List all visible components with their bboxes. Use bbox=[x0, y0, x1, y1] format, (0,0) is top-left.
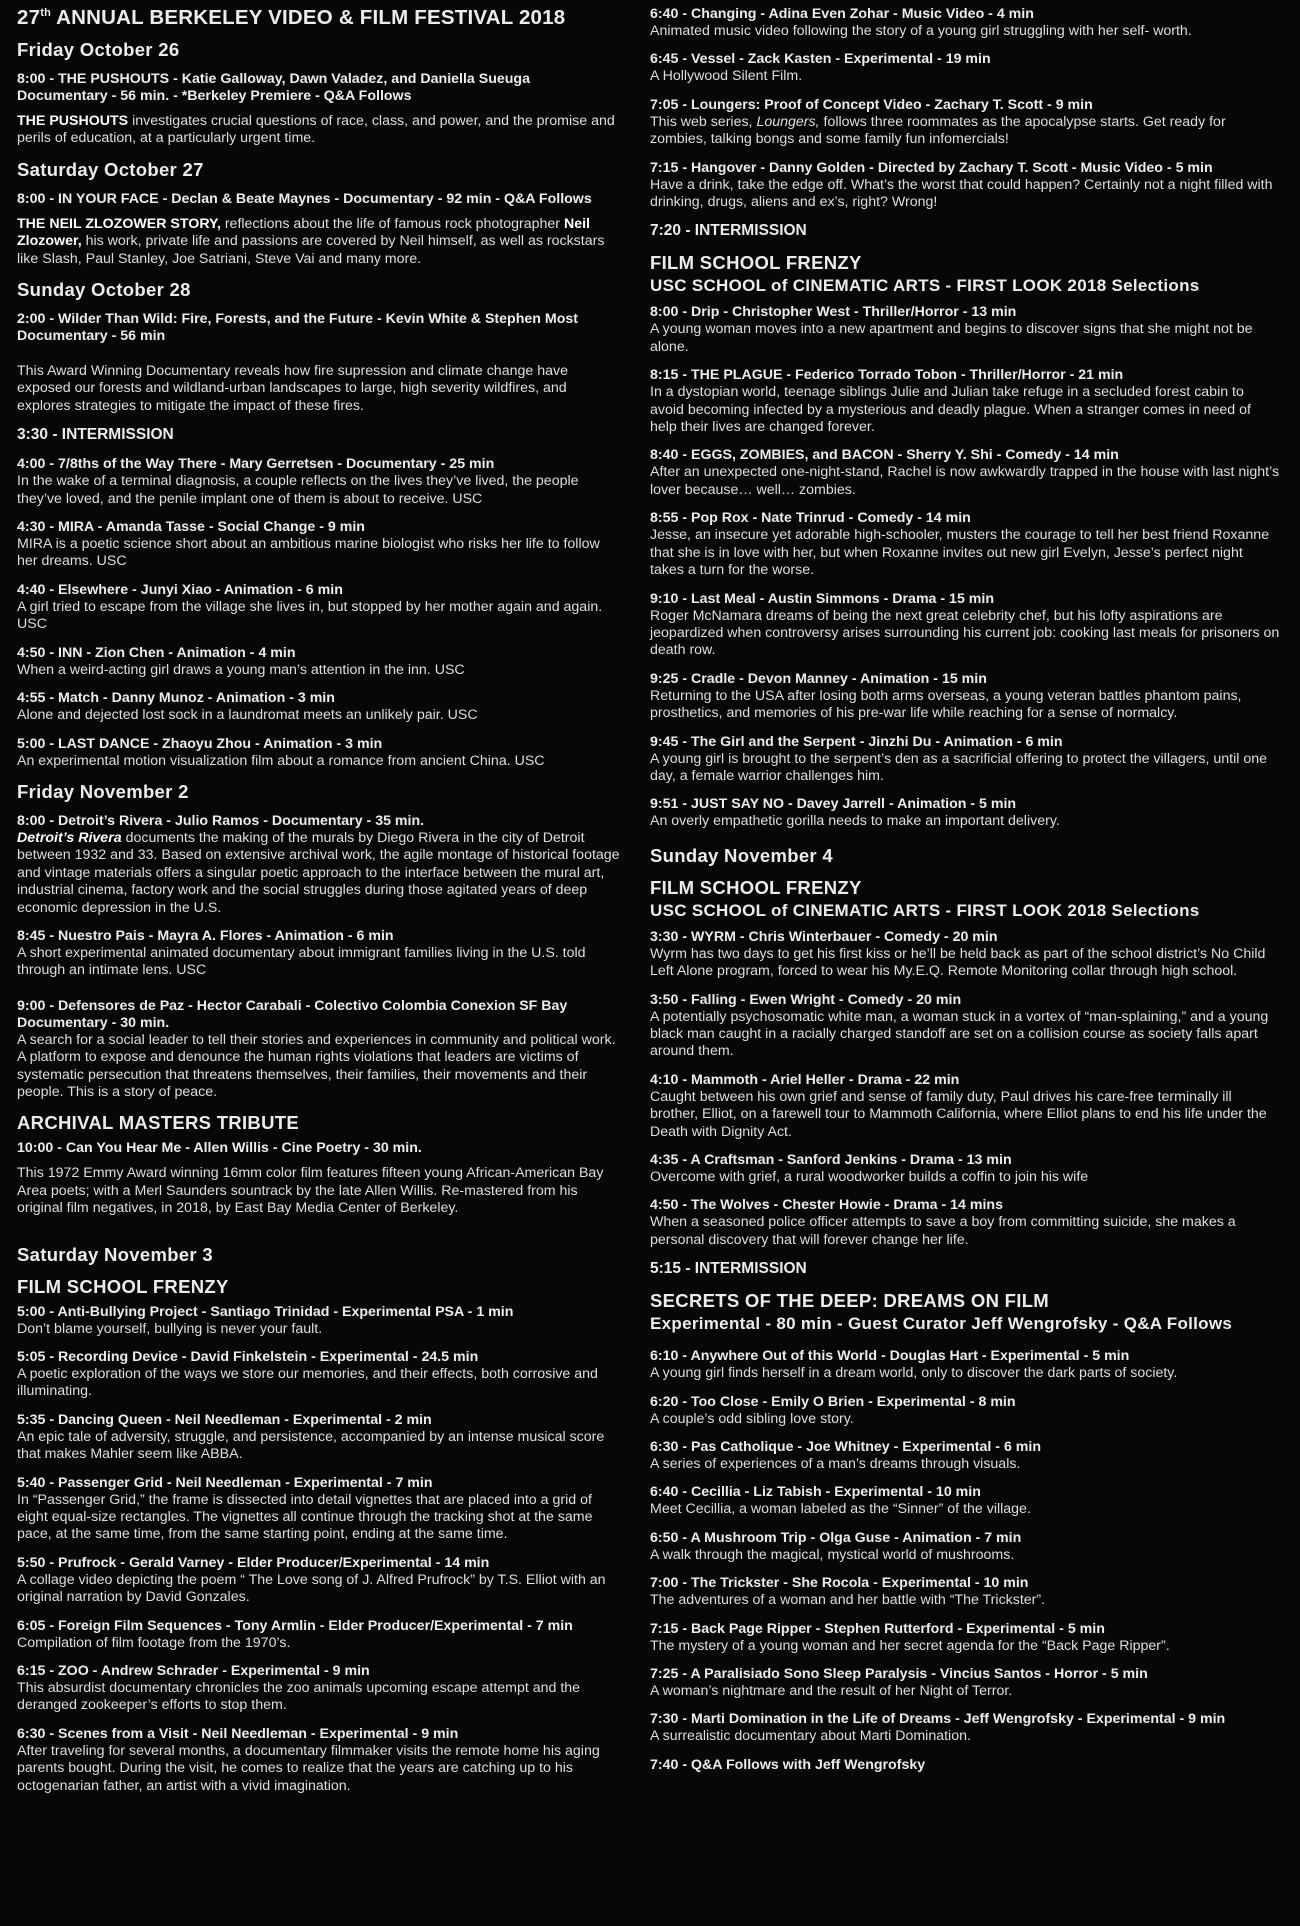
entry-description bbox=[17, 216, 622, 268]
entry-description: This Award Winning Documentary reveals how fire supression and climate change have exposed our forests and wildland-urban landscapes to large, high severity wildfires, and explores strategies to mitigate the impact of these fires. bbox=[17, 363, 568, 414]
program-entry bbox=[650, 1152, 1280, 1186]
program-entry bbox=[17, 736, 622, 770]
program-entry bbox=[17, 456, 622, 508]
program-entry bbox=[650, 671, 1280, 723]
program-entry bbox=[17, 645, 622, 679]
entry-description bbox=[17, 113, 622, 148]
intermission: 7:20 - INTERMISSION bbox=[650, 222, 807, 240]
festival-title bbox=[17, 6, 622, 30]
day-heading: Saturday October 27 bbox=[17, 158, 204, 180]
program-entry bbox=[650, 734, 1280, 786]
entry-heading: 6:45 - Vessel - Zack Kasten - Experimental - 19 min bbox=[650, 51, 991, 68]
entry-heading: 8:55 - Pop Rox - Nate Trinrud - Comedy - 14 min bbox=[650, 510, 971, 527]
entry-list bbox=[650, 6, 1280, 86]
entry-description: An overly empathetic gorilla needs to make an important delivery. bbox=[650, 813, 1060, 830]
entry-description: MIRA is a poetic science short about an ambitious marine biologist who risks her life to follow her dreams. USC bbox=[17, 536, 600, 570]
entry-heading: 7:00 - The Trickster - She Rocola - Experimental - 10 min bbox=[650, 1575, 1029, 1592]
entry-description: This 1972 Emmy Award winning 16mm color film features fifteen young African-American Bay Area poets; with a Merl Saunders sountrack by the late Allen Willis. Re-mastered from his original film negatives, in 2018, by East Bay Media Center of Berkeley. bbox=[17, 1165, 604, 1217]
entry-description: A potentially psychosomatic white man, a woman stuck in a vortex of “man-splaining,” and a young black man caught in a racially charged standoff are set on a collision course as society falls apart around them. bbox=[650, 1008, 1269, 1060]
entry-description: An epic tale of adversity, struggle, and persistence, accompanied by an intense musical score that makes Mahler seem like ABBA. bbox=[17, 1428, 605, 1463]
program-entry bbox=[650, 591, 1280, 660]
program-entry bbox=[650, 1484, 1280, 1518]
title-text: ANNUAL BERKELEY VIDEO & FILM FESTIVAL 2018 bbox=[51, 6, 566, 29]
entry-description: Returning to the USA after losing both arms overseas, a young veteran battles phantom pains, prosthetics, and memories of his pre-war life while reaching for a sense of normalcy. bbox=[650, 687, 1242, 722]
entry-description: A poetic exploration of the ways we store our memories, and their effects, both corrosive and illuminating. bbox=[17, 1366, 598, 1400]
entry-heading: 8:40 - EGGS, ZOMBIES, and BACON - Sherry Y. Shi - Comedy - 14 min bbox=[650, 447, 1119, 464]
program-entry bbox=[650, 992, 1280, 1061]
program-entry bbox=[17, 71, 622, 148]
entry-description: Roger McNamara dreams of being the next great celebrity chef, but his lofty aspirations are jeopardized when controversy arises surrounding his current job: cooking last meals for prisoners on death row. bbox=[650, 607, 1280, 659]
entry-description: Caught between his own grief and sense of family duty, Paul drives his care-free terminally ill brother, Elliot, on a farewell tour to Mammoth California, where Elliot plans to end his life under the Death with Dignity Act. bbox=[650, 1088, 1267, 1140]
entry-description: A girl tried to escape from the village she lives in, but stopped by her mother again and again. USC bbox=[17, 598, 603, 633]
program-entry bbox=[650, 51, 1280, 85]
entry-description: Animated music video following the story of a young girl struggling with her self- worth. bbox=[650, 23, 1192, 39]
program-entry bbox=[650, 1621, 1280, 1655]
entry-title-bold: THE PUSHOUTS bbox=[17, 113, 129, 129]
section-heading: FILM SCHOOL FRENZY bbox=[17, 1275, 229, 1297]
entry-list bbox=[17, 456, 622, 770]
entry-description: A woman’s nightmare and the result of her Night of Terror. bbox=[650, 1683, 1013, 1700]
entry-description: A young girl is brought to the serpent’s den as a sacrificial offering to protect the villagers, until one day, a female warrior challenges him. bbox=[650, 750, 1267, 784]
entry-description: The mystery of a young woman and her secret agenda for the “Back Page Ripper”. bbox=[650, 1637, 1170, 1654]
entry-heading: 4:50 - The Wolves - Chester Howie - Drama - 14 mins bbox=[650, 1197, 1003, 1214]
program-entry bbox=[650, 1439, 1280, 1473]
program-entry bbox=[17, 1555, 622, 1607]
program-entry bbox=[17, 519, 622, 571]
entry-film-title: Detroit’s Rivera bbox=[17, 829, 122, 846]
entry-heading: 5:35 - Dancing Queen - Neil Needleman - Experimental - 2 min bbox=[17, 1411, 432, 1428]
entry-list bbox=[650, 929, 1280, 1249]
right-column bbox=[650, 6, 1280, 1774]
program-entry bbox=[650, 160, 1280, 212]
entry-description: After traveling for several months, a documentary filmmaker visits the remote home his aging parents bought. During the visit, he comes to realize that the years are catching up to his octogenarian father, an artist with a vivid imagination. bbox=[17, 1742, 600, 1794]
section-subheading: Experimental - 80 min - Guest Curator Jeff Wengrofsky - Q&A Follows bbox=[650, 1314, 1233, 1334]
program-entry bbox=[17, 998, 622, 1102]
entry-list bbox=[17, 1304, 622, 1796]
program-entry bbox=[650, 1072, 1280, 1141]
program-entry bbox=[650, 6, 1280, 40]
entry-heading: 5:00 - Anti-Bullying Project - Santiago Trinidad - Experimental PSA - 1 min bbox=[17, 1303, 514, 1320]
entry-description-text: reflections about the life of famous rock photographer bbox=[220, 215, 564, 232]
section-heading: FILM SCHOOL FRENZY bbox=[650, 876, 862, 898]
entry-name-bold: Neil Zlozower, bbox=[17, 215, 590, 250]
entry-description: A surrealistic documentary about Marti Domination. bbox=[650, 1728, 971, 1745]
program-entry bbox=[17, 1726, 622, 1795]
day-heading: Saturday November 3 bbox=[17, 1243, 213, 1265]
entry-list bbox=[650, 304, 1280, 830]
entry-heading: 5:05 - Recording Device - David Finkelstein - Experimental - 24.5 min bbox=[17, 1349, 479, 1365]
entry-heading: 6:40 - Changing - Adina Even Zohar - Music Video - 4 min bbox=[650, 6, 1034, 22]
program-entry bbox=[17, 1663, 622, 1715]
entry-description bbox=[650, 114, 1280, 149]
entry-heading: 7:15 - Hangover - Danny Golden - Directed by Zachary T. Scott - Music Video - 5 min bbox=[650, 159, 1213, 176]
entry-description-text: documents the making of the murals by Diego Rivera in the city of Detroit between 1932 and 33. Based on extensive archival work, the agile montage of historical footage and vintage materials offers a singular poetic approach to the interface between the mural art, industrial cinema, factory work and the social struggles during those agitated years of deep economic depression in the U.S. bbox=[17, 829, 620, 916]
section-heading: SECRETS OF THE DEEP: DREAMS ON FILM bbox=[650, 1290, 1050, 1312]
program-entry bbox=[650, 97, 1280, 149]
program-entry bbox=[650, 1348, 1280, 1382]
entry-heading: 8:15 - THE PLAGUE - Federico Torrado Tobon - Thriller/Horror - 21 min bbox=[650, 367, 1124, 384]
entry-heading: 7:25 - A Paralisiado Sono Sleep Paralysis - Vincius Santos - Horror - 5 min bbox=[650, 1666, 1148, 1683]
section-subheading: USC SCHOOL of CINEMATIC ARTS - FIRST LOOK 2018 Selections bbox=[650, 900, 1200, 920]
entry-description: A couple’s odd sibling love story. bbox=[650, 1410, 854, 1427]
entry-heading: 6:10 - Anywhere Out of this World - Douglas Hart - Experimental - 5 min bbox=[650, 1348, 1130, 1365]
program-entry bbox=[17, 311, 622, 415]
entry-heading: 6:30 - Scenes from a Visit - Neil Needleman - Experimental - 9 min bbox=[17, 1725, 459, 1742]
entry-description: The adventures of a woman and her battle with “The Trickster”. bbox=[650, 1592, 1046, 1609]
entry-heading: 4:50 - INN - Zion Chen - Animation - 4 min bbox=[17, 644, 296, 661]
entry-heading: 9:25 - Cradle - Devon Manney - Animation - 15 min bbox=[650, 670, 987, 687]
entry-description: Compilation of film footage from the 1970’s. bbox=[17, 1634, 291, 1651]
entry-description: Meet Cecillia, a woman labeled as the “Sinner” of the village. bbox=[650, 1501, 1031, 1518]
entry-heading: 8:00 - Drip - Christopher West - Thriller/Horror - 13 min bbox=[650, 304, 1017, 321]
entry-film-title: Loungers, bbox=[756, 113, 820, 130]
entry-description: When a seasoned police officer attempts to save a boy from committing suicide, she makes a personal discovery that will forever change her life. bbox=[650, 1214, 1236, 1248]
entry-description-text: follows three roommates as the apocalypse starts. Get ready for zombies, talking bongs and some family fun infomercials! bbox=[650, 113, 1226, 148]
day-heading: Sunday October 28 bbox=[17, 279, 191, 301]
entry-heading: 5:00 - LAST DANCE - Zhaoyu Zhou - Animation - 3 min bbox=[17, 735, 383, 752]
entry-description: An experimental motion visualization film about a romance from ancient China. USC bbox=[17, 752, 545, 769]
section-subheading: USC SCHOOL of CINEMATIC ARTS - FIRST LOOK 2018 Selections bbox=[650, 276, 1200, 296]
title-ordinal-suffix: th bbox=[40, 7, 51, 20]
intermission: 5:15 - INTERMISSION bbox=[650, 1260, 807, 1278]
program-entry bbox=[17, 1304, 622, 1338]
entry-heading: 3:50 - Falling - Ewen Wright - Comedy - 20 min bbox=[650, 991, 962, 1008]
program-entry bbox=[650, 1394, 1280, 1428]
entry-description: A walk through the magical, mystical world of mushrooms. bbox=[650, 1546, 1015, 1563]
entry-title-bold: THE NEIL ZLOZOWER STORY, bbox=[17, 215, 221, 232]
entry-description: A young woman moves into a new apartment and begins to discover signs that she might not be alone. bbox=[650, 321, 1253, 355]
section-heading: ARCHIVAL MASTERS TRIBUTE bbox=[17, 1112, 299, 1134]
entry-heading: 6:50 - A Mushroom Trip - Olga Guse - Animation - 7 min bbox=[650, 1529, 1022, 1546]
entry-heading: 7:05 - Loungers: Proof of Concept Video - Zachary T. Scott - 9 min bbox=[650, 96, 1093, 113]
entry-description: Wyrm has two days to get his first kiss or he’ll be held back as part of the school district’s No Child Left Alone program, forced to wear his My.E.Q. Remote Monitoring collar through high school. bbox=[650, 945, 1266, 980]
program-entry bbox=[17, 1412, 622, 1464]
entry-heading: 9:51 - JUST SAY NO - Davey Jarrell - Animation - 5 min bbox=[650, 796, 1017, 813]
entry-description: In the wake of a terminal diagnosis, a couple reflects on the lives they’ve lived, the people they’ve loved, and the penile implant one of them is about to receive. USC bbox=[17, 473, 579, 507]
entry-heading: 9:10 - Last Meal - Austin Simmons - Drama - 15 min bbox=[650, 590, 994, 607]
entry-heading: 9:00 - Defensores de Paz - Hector Carabali - Colectivo Colombia Conexion SF Bay Documentary - 30 min. bbox=[17, 997, 568, 1031]
program-entry bbox=[17, 690, 622, 724]
entry-description: A search for a social leader to tell their stories and experiences in community and political work. A platform to expose and denounce the human rights violations that leaders are victims of systematic persecution that threatens themselves, their families, their movements and their people. This is a story of peace. bbox=[17, 1031, 616, 1100]
entry-heading: 10:00 - Can You Hear Me - Allen Willis - Cine Poetry - 30 min. bbox=[17, 1140, 422, 1157]
program-entry bbox=[17, 1618, 622, 1652]
entry-description: After an unexpected one-night-stand, Rachel is now awkwardly trapped in the house with last night’s lover because… well… zombies. bbox=[650, 464, 1280, 498]
intermission: 3:30 - INTERMISSION bbox=[17, 426, 174, 444]
entry-heading: 5:40 - Passenger Grid - Neil Needleman - Experimental - 7 min bbox=[17, 1474, 433, 1491]
entry-description: In a dystopian world, teenage siblings Julie and Julian take refuge in a secluded forest cabin to avoid becoming infected by a mysterious and deadly plague. When a stranger comes in need of help their lives are changed forever. bbox=[650, 384, 1251, 436]
entry-heading: 6:15 - ZOO - Andrew Schrader - Experimental - 9 min bbox=[17, 1663, 370, 1680]
entry-heading: 9:45 - The Girl and the Serpent - Jinzhi Du - Animation - 6 min bbox=[650, 733, 1063, 750]
program-entry bbox=[650, 1666, 1280, 1700]
entry-heading: 7:15 - Back Page Ripper - Stephen Rutterford - Experimental - 5 min bbox=[650, 1620, 1105, 1637]
entry-list bbox=[650, 1348, 1280, 1746]
entry-description: Alone and dejected lost sock in a laundromat meets an unlikely pair. USC bbox=[17, 707, 478, 724]
entry-description: This absurdist documentary chronicles the zoo animals upcoming escape attempt and the deranged zookeeper’s efforts to stop them. bbox=[17, 1680, 581, 1714]
program-entry bbox=[650, 929, 1280, 981]
entry-description-text: This web series, bbox=[650, 113, 757, 130]
entry-description bbox=[17, 830, 622, 917]
entry-heading: 4:10 - Mammoth - Ariel Heller - Drama - 22 min bbox=[650, 1071, 960, 1088]
program-entry bbox=[17, 1349, 622, 1401]
program-entry bbox=[650, 1197, 1280, 1249]
entry-description: A series of experiences of a man’s dreams through visuals. bbox=[650, 1456, 1021, 1473]
entry-description: Jesse, an insecure yet adorable high-schooler, musters the courage to tell her best friend Roxanne that she is in love with her, but when Roxanne invites out new girl Evelyn, Jesse’s perfect night takes a turn for the worse. bbox=[650, 527, 1270, 579]
program-entry bbox=[17, 582, 622, 634]
entry-heading: 6:30 - Pas Catholique - Joe Whitney - Experimental - 6 min bbox=[650, 1439, 1042, 1456]
entry-heading: 6:40 - Cecillia - Liz Tabish - Experimental - 10 min bbox=[650, 1484, 981, 1501]
entry-heading: 8:45 - Nuestro Pais - Mayra A. Flores - Animation - 6 min bbox=[17, 927, 394, 944]
section-heading: FILM SCHOOL FRENZY bbox=[650, 252, 862, 274]
entry-description: A collage video depicting the poem “ The Love song of J. Alfred Prufrock” by T.S. Elliot with an original narration by David Gonzales. bbox=[17, 1571, 606, 1606]
program-entry bbox=[650, 367, 1280, 436]
entry-description: Don’t blame yourself, bullying is never your fault. bbox=[17, 1320, 323, 1337]
program-entry bbox=[650, 304, 1280, 356]
entry-heading: 8:00 - Detroit’s Rivera - Julio Ramos - Documentary - 35 min. bbox=[17, 812, 425, 829]
entry-heading: 5:50 - Prufrock - Gerald Varney - Elder Producer/Experimental - 14 min bbox=[17, 1554, 490, 1571]
program-entry bbox=[650, 447, 1280, 499]
entry-description: Overcome with grief, a rural woodworker builds a coffin to join his wife bbox=[650, 1169, 1089, 1185]
program-entry bbox=[650, 510, 1280, 579]
program-entry bbox=[650, 1575, 1280, 1609]
final-note: 7:40 - Q&A Follows with Jeff Wengrofsky bbox=[650, 1756, 926, 1773]
entry-heading: 4:00 - 7/8ths of the Way There - Mary Gerretsen - Documentary - 25 min bbox=[17, 456, 495, 473]
entry-heading: 4:35 - A Craftsman - Sanford Jenkins - Drama - 13 min bbox=[650, 1152, 1012, 1168]
entry-heading: 7:30 - Marti Domination in the Life of Dreams - Jeff Wengrofsky - Experimental - 9 min bbox=[650, 1711, 1226, 1728]
day-heading: Friday October 26 bbox=[17, 39, 180, 60]
program-entry bbox=[17, 191, 622, 268]
entry-heading: 6:05 - Foreign Film Sequences - Tony Armlin - Elder Producer/Experimental - 7 min bbox=[17, 1617, 573, 1634]
program-entry bbox=[17, 813, 622, 917]
title-ordinal: 27 bbox=[17, 6, 41, 29]
entry-heading: 8:00 - IN YOUR FACE - Declan & Beate Maynes - Documentary - 92 min - Q&A Follows bbox=[17, 190, 592, 207]
left-column bbox=[17, 6, 622, 1806]
entry-heading: 4:55 - Match - Danny Munoz - Animation - 3 min bbox=[17, 690, 335, 707]
entry-description: A short experimental animated documentary about immigrant families living in the U.S. told through an intimate lens. USC bbox=[17, 944, 586, 979]
entry-heading: 3:30 - WYRM - Chris Winterbauer - Comedy - 20 min bbox=[650, 928, 998, 945]
program-entry bbox=[17, 928, 622, 980]
entry-description-text: investigates crucial questions of race, class, and power, and the promise and perils of education, at a particularly urgent time. bbox=[17, 113, 615, 147]
entry-heading: 8:00 - THE PUSHOUTS - Katie Galloway, Dawn Valadez, and Daniella Sueuga Documentary - 56 min. - *Berkeley Premiere - Q&A Follows bbox=[17, 71, 530, 104]
program-entry bbox=[17, 1475, 622, 1544]
program-entry bbox=[650, 796, 1280, 830]
program-entry bbox=[650, 1530, 1280, 1564]
entry-heading: 4:40 - Elsewhere - Junyi Xiao - Animation - 6 min bbox=[17, 581, 343, 598]
entry-description: A young girl finds herself in a dream world, only to discover the dark parts of society. bbox=[650, 1365, 1178, 1382]
entry-description: In “Passenger Grid,” the frame is dissected into detail vignettes that are placed into a grid of eight equal-size rectangles. The vignettes all continue through the tracking shot at the same pace, at the same time, from the same starting point, ending at the same time. bbox=[17, 1491, 593, 1543]
entry-description: A Hollywood Silent Film. bbox=[650, 68, 803, 85]
entry-heading: 2:00 - Wilder Than Wild: Fire, Forests, and the Future - Kevin White & Stephen Most Documentary - 56 min bbox=[17, 311, 578, 345]
entry-description: Have a drink, take the edge off. What’s the worst that could happen? Certainly not a night filled with drinking, drugs, aliens and ex’s, right? Wrong! bbox=[650, 176, 1273, 211]
program-entry bbox=[650, 1711, 1280, 1745]
day-heading: Sunday November 4 bbox=[650, 844, 833, 866]
program-entry bbox=[17, 1140, 622, 1217]
day-heading: Friday November 2 bbox=[17, 780, 189, 802]
entry-heading: 6:20 - Too Close - Emily O Brien - Experimental - 8 min bbox=[650, 1393, 1016, 1410]
entry-heading: 4:30 - MIRA - Amanda Tasse - Social Change - 9 min bbox=[17, 519, 365, 536]
entry-description-text: his work, private life and passions are covered by Neil himself, as well as rockstars like Slash, Paul Stanley, Joe Satriani, Steve Vai and many more. bbox=[17, 233, 605, 267]
entry-description: When a weird-acting girl draws a young man’s attention in the inn. USC bbox=[17, 661, 465, 678]
